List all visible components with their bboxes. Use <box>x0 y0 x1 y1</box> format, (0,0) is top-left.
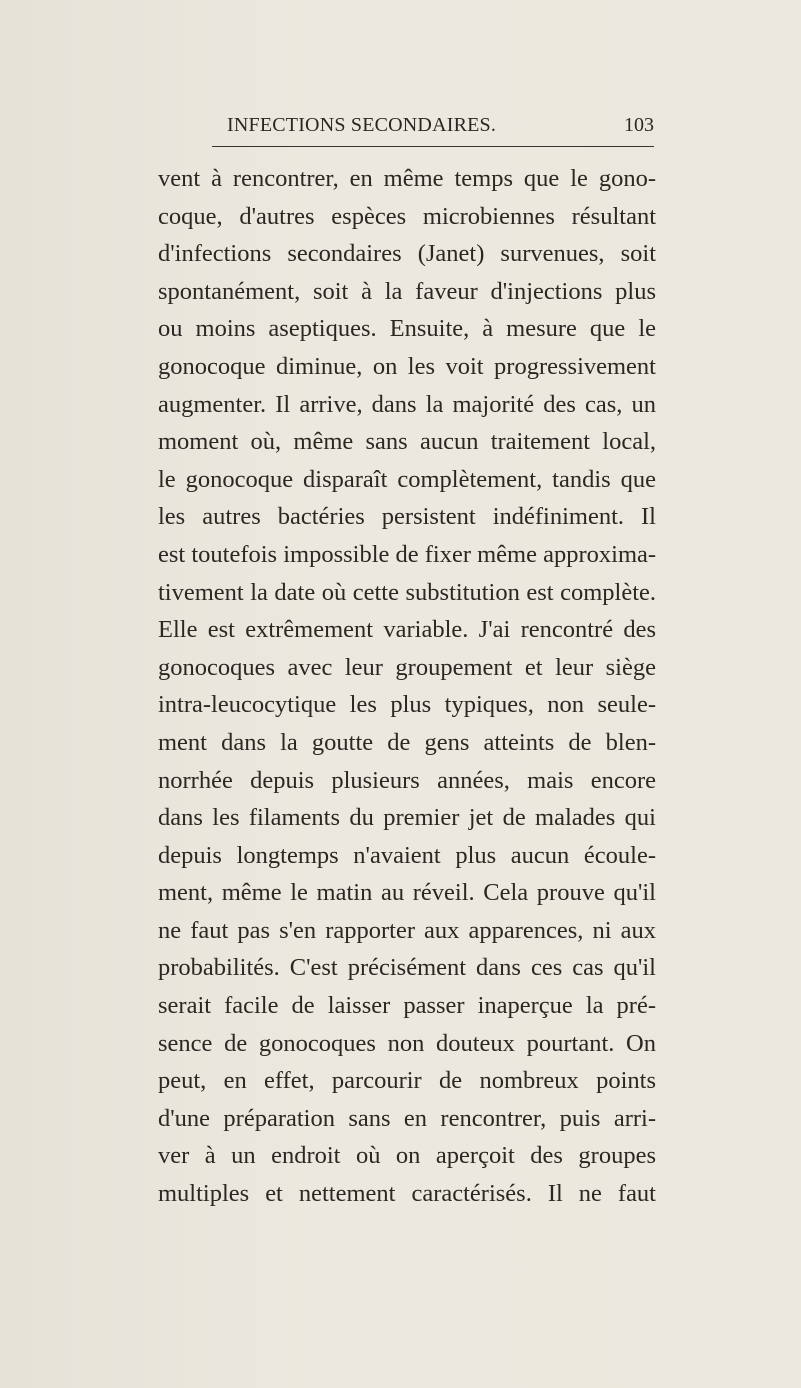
running-head: INFECTIONS SECONDAIRES. <box>227 114 497 136</box>
text-line: probabilités. C'est précisément dans ces cas qu'il <box>158 954 656 982</box>
body-paragraph <box>158 160 656 1213</box>
text-line: serait facile de laisser passer inaperçue la pré- <box>158 992 656 1020</box>
text-line: Elle est extrêmement variable. J'ai rencontré des <box>158 616 656 644</box>
text-line: ment, même le matin au réveil. Cela prouve qu'il <box>158 879 656 907</box>
text-line: ver à un endroit où on aperçoit des groupes <box>158 1142 656 1170</box>
header-rule <box>212 146 654 147</box>
text-line: ne faut pas s'en rapporter aux apparences, ni aux <box>158 916 656 944</box>
text-line: norrhée depuis plusieurs années, mais encore <box>158 766 656 794</box>
page-header <box>207 114 654 144</box>
text-line: spontanément, soit à la faveur d'injections plus <box>158 277 656 305</box>
text-line: tivement la date où cette substitution est complète. <box>158 578 656 606</box>
text-line: ou moins aseptiques. Ensuite, à mesure que le <box>158 315 656 343</box>
text-line: vent à rencontrer, en même temps que le gono- <box>158 165 656 192</box>
text-line: d'infections secondaires (Janet) survenues, soit <box>158 240 656 268</box>
text-line: le gonocoque disparaît complètement, tandis que <box>158 465 656 493</box>
text-line: coque, d'autres espèces microbiennes résultant <box>158 202 656 230</box>
text-line: gonocoques avec leur groupement et leur siège <box>158 653 656 681</box>
text-line: depuis longtemps n'avaient plus aucun écoule- <box>158 841 656 869</box>
page-number: 103 <box>624 114 654 136</box>
text-line: sence de gonocoques non douteux pourtant. On <box>158 1029 656 1057</box>
text-line: ment dans la goutte de gens atteints de blen- <box>158 728 656 756</box>
text-line: dans les filaments du premier jet de malades qui <box>158 804 656 832</box>
text-line: gonocoque diminue, on les voit progressivement <box>158 352 656 380</box>
text-line: les autres bactéries persistent indéfiniment. Il <box>158 503 656 531</box>
text-line: moment où, même sans aucun traitement local, <box>158 428 656 456</box>
text-line: peut, en effet, parcourir de nombreux points <box>158 1067 656 1095</box>
text-line: multiples et nettement caractérisés. Il ne faut <box>158 1180 656 1208</box>
text-line: est toutefois impossible de fixer même approxima- <box>158 540 657 568</box>
text-line: intra-leucocytique les plus typiques, non seule- <box>158 691 656 719</box>
text-line: d'une préparation sans en rencontrer, puis arri- <box>158 1104 656 1132</box>
text-line: augmenter. Il arrive, dans la majorité des cas, un <box>158 390 656 418</box>
